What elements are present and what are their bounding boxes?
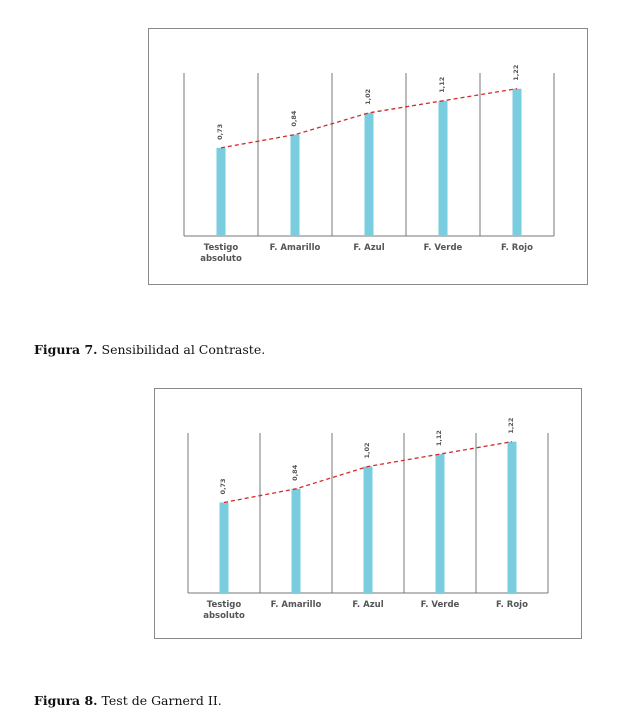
- figure-7-chart: [148, 28, 588, 285]
- data-label-1: 0,84: [290, 110, 298, 127]
- bar-2: [365, 113, 374, 236]
- data-label-0: 0,73: [216, 123, 224, 140]
- figure-8-caption-text: Test de Garnerd II.: [97, 693, 222, 708]
- data-label-1: 0,84: [291, 464, 299, 481]
- data-label-3: 1,12: [435, 430, 443, 447]
- data-label-3: 1,12: [438, 76, 446, 93]
- category-label-1: F. Amarillo: [269, 243, 321, 253]
- figure-8-caption-label: Figura 8.: [34, 693, 98, 708]
- bar-4: [508, 442, 517, 593]
- data-label-0: 0,73: [219, 478, 227, 495]
- bar-4: [513, 89, 522, 236]
- bar-0: [220, 502, 229, 593]
- bar-1: [292, 489, 301, 593]
- bar-1: [291, 135, 300, 236]
- category-label-2: F. Azul: [353, 243, 385, 253]
- figure-7-caption-text: Sensibilidad al Contraste.: [97, 342, 266, 357]
- bar-3: [439, 101, 448, 236]
- data-label-2: 1,02: [363, 442, 371, 459]
- figure-7-svg: [149, 29, 587, 284]
- category-label-0: absoluto: [200, 254, 242, 264]
- data-label-4: 1,22: [507, 417, 515, 434]
- category-label-3: F. Verde: [423, 243, 463, 253]
- bar-0: [217, 148, 226, 236]
- data-label-2: 1,02: [364, 88, 372, 105]
- category-label-4: F. Rojo: [496, 600, 528, 610]
- figure-7-caption: [34, 342, 265, 357]
- category-label-4: F. Rojo: [501, 243, 533, 253]
- category-label-3: F. Verde: [420, 600, 460, 610]
- category-label-0: Testigo: [206, 600, 242, 610]
- category-label-0: Testigo: [203, 243, 239, 253]
- data-label-4: 1,22: [512, 64, 520, 81]
- figure-8-chart: [154, 388, 582, 639]
- figure-7-caption-label: Figura 7.: [34, 342, 98, 357]
- figure-8-svg: [155, 389, 581, 638]
- figure-8-caption: [34, 693, 222, 708]
- bar-2: [364, 466, 373, 593]
- category-label-0: absoluto: [203, 611, 245, 621]
- bar-3: [436, 454, 445, 593]
- category-label-2: F. Azul: [352, 600, 384, 610]
- category-label-1: F. Amarillo: [270, 600, 322, 610]
